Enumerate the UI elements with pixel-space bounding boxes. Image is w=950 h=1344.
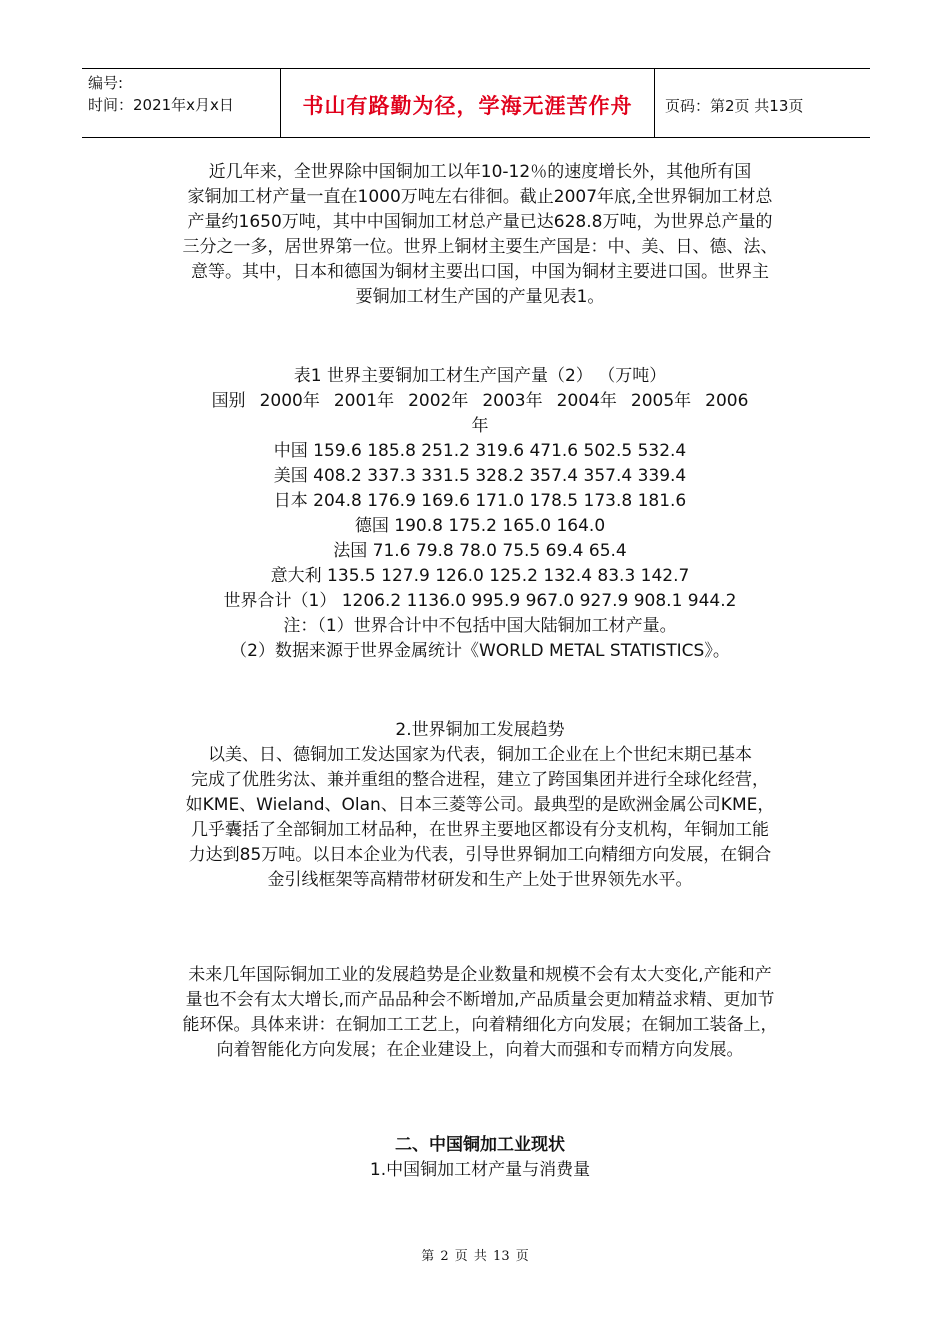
intro-paragraph: [140, 160, 820, 310]
page-header: [82, 68, 870, 138]
document-time-label: 时间：2021年x月x日: [88, 96, 234, 114]
table-row: 世界合计（1） 1206.2 1136.0 995.9 967.0 927.9 908.1 944.2: [223, 591, 737, 611]
table-header-cell: 2002年: [408, 391, 469, 411]
table-title: 表1 世界主要铜加工材生产国产量（2） （万吨）: [293, 366, 667, 386]
text-line: 力达到85万吨。以日本企业为代表，引导世界铜加工向精细方向发展，在铜合: [188, 845, 772, 865]
subsection-heading: 1.中国铜加工材产量与消费量: [369, 1160, 591, 1180]
text-line: 完成了优胜劣汰、兼并重组的整合进程，建立了跨国集团并进行全球化经营，: [191, 770, 769, 790]
table-header-cell: 2003年: [482, 391, 543, 411]
text-line: 产量约1650万吨，其中中国铜加工材总产量已达628.8万吨，为世界总产量的: [187, 212, 773, 232]
section-world-trend: [140, 718, 820, 893]
table-header-cell: 国别: [211, 391, 246, 411]
text-line: 未来几年国际铜加工业的发展趋势是企业数量和规模不会有太大变化,产能和产: [188, 965, 772, 985]
header-page-cell: [655, 71, 870, 139]
table-row: 法国 71.6 79.8 78.0 75.5 69.4 65.4: [333, 541, 627, 561]
text-line: 能环保。具体来讲：在铜加工工艺上，向着精细化方向发展；在铜加工装备上，: [182, 1015, 778, 1035]
table-header-cell: 2006: [705, 391, 749, 411]
table-row: 日本 204.8 176.9 169.6 171.0 178.5 173.8 181.6: [273, 491, 687, 511]
table-header-row: [140, 389, 820, 414]
text-line: 以美、日、德铜加工发达国家为代表，铜加工企业在上个世纪末期已基本: [208, 745, 752, 765]
table-header-wrap: 年: [471, 416, 489, 436]
table-header-cell: 2005年: [630, 391, 692, 411]
table-header-cell: 2004年: [556, 391, 617, 411]
text-line: 如KME、Wieland、Olan、日本三菱等公司。最典型的是欧洲金属公司KME，: [185, 795, 775, 815]
table-note: （2）数据来源于世界金属统计《WORLD METAL STATISTICS》。: [230, 641, 730, 661]
text-line: 量也不会有太大增长,而产品品种会不断增加,产品质量会更加精益求精、更加节: [185, 990, 775, 1010]
trend-paragraph: [140, 963, 820, 1063]
document-body: [140, 160, 820, 1183]
chapter-heading: 二、中国铜加工业现状: [395, 1135, 565, 1155]
table-note: 注：（1）世界合计中不包括中国大陆铜加工材产量。: [283, 616, 677, 636]
text-line: 三分之一多，居世界第一位。世界上铜材主要生产国是：中、美、日、德、法、: [182, 237, 778, 257]
header-meta: [82, 69, 281, 137]
text-line: 近几年来，全世界除中国铜加工以年10-12％的速度增长外，其他所有国: [208, 162, 752, 182]
table-row: 意大利 135.5 127.9 126.0 125.2 132.4 83.3 142.7: [270, 566, 690, 586]
header-motto-cell: [281, 69, 655, 137]
production-table: [140, 364, 820, 664]
table-header-cell: 2001年: [333, 391, 395, 411]
section-china-status: [140, 1133, 820, 1183]
text-line: 金引线框架等高精带材研发和生产上处于世界领先水平。: [267, 870, 693, 890]
page-footer: 第 2 页 共 13 页: [421, 1249, 529, 1264]
section-heading: 2.世界铜加工发展趋势: [395, 720, 565, 740]
header-motto: 书山有路勤为径，学海无涯苦作舟: [302, 94, 633, 118]
table-row: 美国 408.2 337.3 331.5 328.2 357.4 357.4 339.4: [273, 466, 687, 486]
table-header-cell: 2000年: [259, 391, 320, 411]
document-number-label: 编号:: [88, 74, 124, 92]
text-line: 家铜加工材产量一直在1000万吨左右徘徊。截止2007年底,全世界铜加工材总: [187, 187, 773, 207]
text-line: 几乎囊括了全部铜加工材品种，在世界主要地区都设有分支机构，年铜加工能: [191, 820, 769, 840]
table-row: 中国 159.6 185.8 251.2 319.6 471.6 502.5 532.4: [273, 441, 687, 461]
table-row: 德国 190.8 175.2 165.0 164.0: [354, 516, 606, 536]
header-page-label: 页码：第2页 共13页: [665, 96, 804, 115]
text-line: 向着智能化方向发展；在企业建设上，向着大而强和专而精方向发展。: [216, 1040, 744, 1060]
text-line: 意等。其中，日本和德国为铜材主要出口国，中国为铜材主要进口国。世界主: [191, 262, 769, 282]
text-line: 要铜加工材生产国的产量见表1。: [355, 287, 605, 307]
